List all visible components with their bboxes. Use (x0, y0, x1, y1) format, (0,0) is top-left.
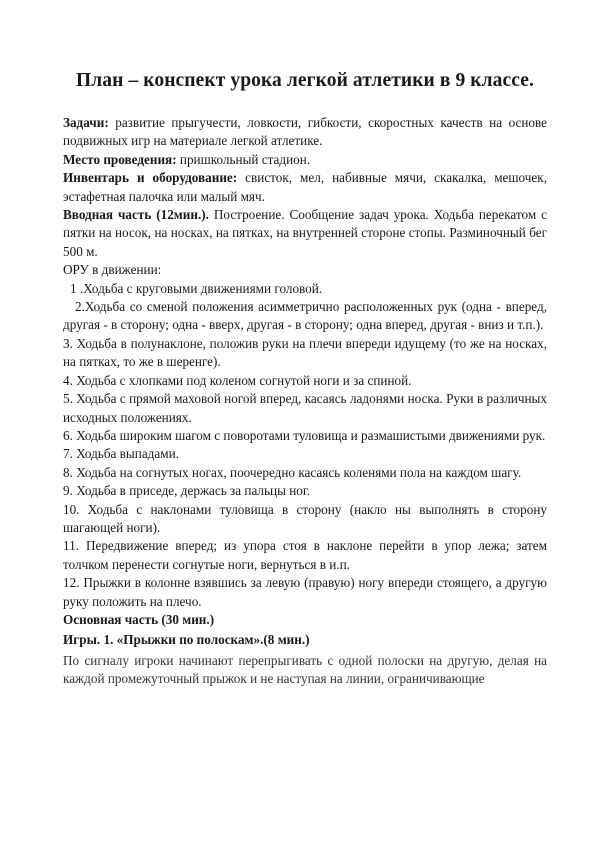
exercise-item: 11. Передвижение вперед; из упора стоя в наклоне перейти в упор лежа; затем толчком перенести согнутые ноги, вернуться в и.п. (63, 538, 547, 572)
location-paragraph (63, 151, 547, 169)
oru-heading: ОРУ в движении: (63, 262, 162, 278)
exercise-item: 9. Ходьба в приседе, держась за пальцы ног. (63, 483, 311, 499)
games-text: По сигналу игроки начинают перепрыгивать с одной полоски на другую, делая на каждой промежуточный прыжок и не наступая на линии, ограничивающие (63, 652, 547, 687)
exercise-item: 3. Ходьба в полунаклоне, положив руки на плечи впереди идущему (то же на носках, на пятках, то же в шеренге). (63, 335, 547, 370)
exercise-item: 4. Ходьба с хлопками под коленом согнутой ноги и за спиной. (63, 372, 412, 388)
main-part-heading: Основная часть (30 мин.) (63, 611, 215, 627)
exercise-item: 12. Прыжки в колонне взявшись за левую (правую) ногу впереди стоящего, а другую руку положить на плечо. (63, 575, 547, 609)
tasks-paragraph (63, 114, 547, 151)
games-heading: Игры. 1. «Прыжки по полоскам».(8 мин.) (63, 632, 310, 648)
exercise-item: 7. Ходьба выпадами. (63, 446, 179, 462)
intro-text: Построение. Сообщение задач урока. Ходьба перекатом с пятки на носок, на носках, на пятках, на внутренней стороне стопы. Разминочный бег 500 м. (63, 207, 547, 259)
intro-paragraph (63, 206, 547, 261)
exercise-item: 10. Ходьба с наклонами туловища в сторону (накло ны выполнять в сторону шагающей ноги). (63, 501, 547, 535)
tasks-label: Задачи: (63, 115, 109, 130)
exercise-item: 5. Ходьба с прямой маховой ногой вперед, касаясь ладонями носка. Руки в различных исходных положениях. (63, 391, 547, 425)
exercise-item: 2.Ходьба со сменой положения асимметрично расположенных рук (одна - вперед, другая - в сторону; одна - вверх, другая - в сторону; одна вперед, другая - вниз и т.п.). (63, 299, 547, 333)
equipment-label: Инвентарь и оборудование: (63, 170, 238, 186)
exercise-item: 6. Ходьба широким шагом с поворотами туловища и размашистыми движениями рук. (63, 427, 546, 443)
document-body (63, 114, 547, 689)
equipment-paragraph (63, 169, 547, 206)
exercise-item: 1 .Ходьба с круговыми движениями головой. (70, 280, 323, 296)
tasks-text: развитие прыгучести, ловкости, гибкости, скоростных качеств на основе подвижных игр на материале легкой атлетике. (63, 115, 547, 149)
location-label: Место проведения: (63, 151, 177, 167)
equipment-text: свисток, мел, набивные мячи, скакалка, мешочек, эстафетная палочка или малый мяч. (63, 170, 547, 204)
intro-label: Вводная часть (12мин.). (63, 207, 209, 223)
exercise-item: 8. Ходьба на согнутых ногах, поочередно касаясь коленями пола на каждом шагу. (63, 464, 522, 480)
location-text: пришкольный стадион. (176, 151, 311, 167)
document-title: План – конспект урока легкой атлетики в 9 классе. (75, 70, 535, 91)
